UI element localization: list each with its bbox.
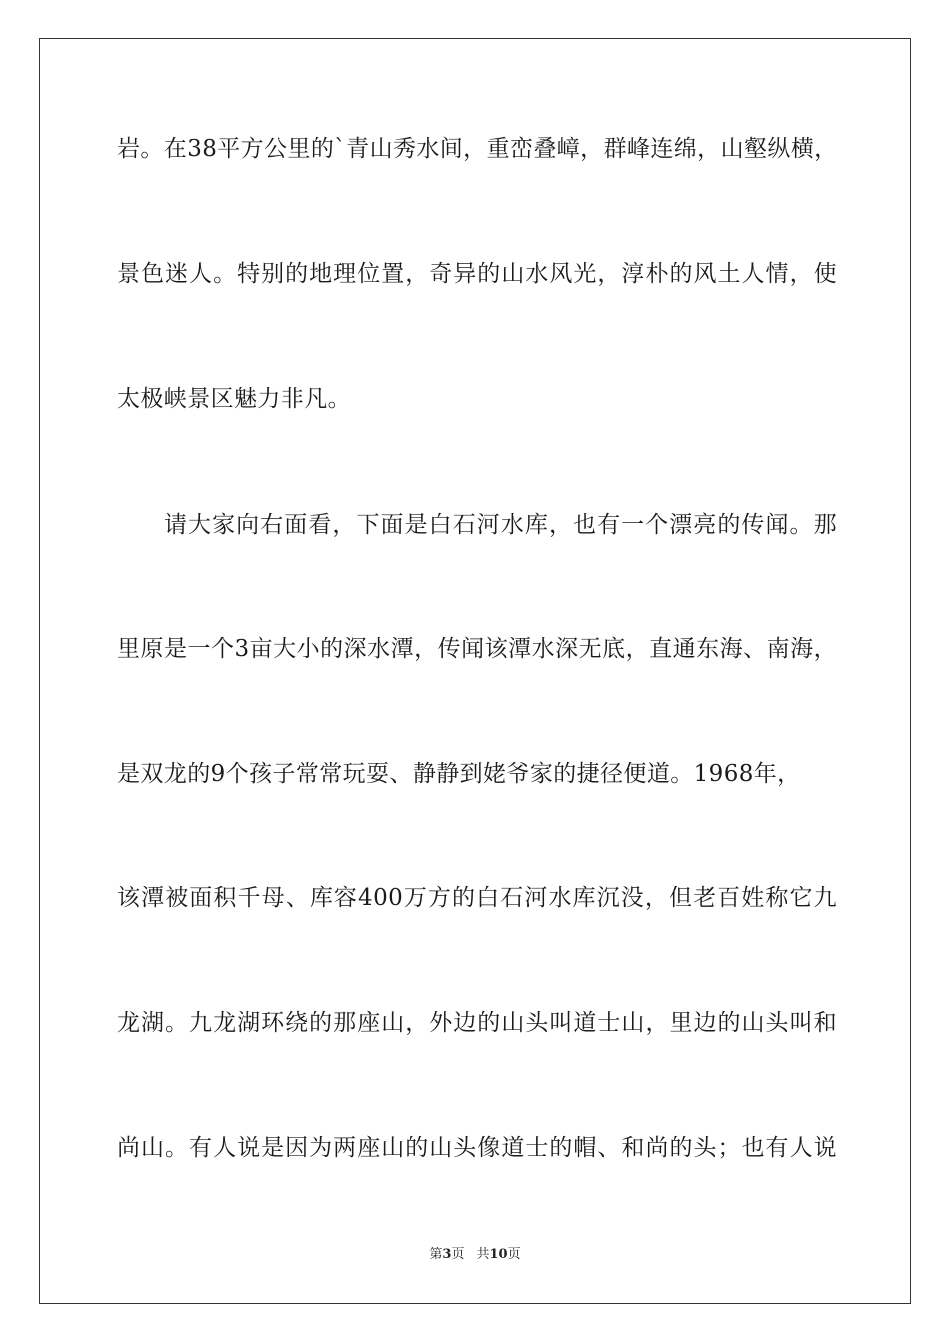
text-line-9: 尚山。有人说是因为两座山的山头像道士的帽、和尚的头；也有人说 — [117, 1135, 837, 1161]
text-line-7: 该潭被面积千母、库容400万方的白石河水库沉没，但老百姓称它九 — [117, 885, 837, 911]
page-prefix: 第 — [429, 1247, 443, 1262]
page-current: 3 — [442, 1247, 452, 1262]
page-unit: 页 — [451, 1247, 465, 1262]
total-unit: 页 — [507, 1247, 521, 1262]
total-prefix: 共 — [476, 1247, 490, 1262]
text-line-2: 景色迷人。特别的地理位置，奇异的山水风光，淳朴的风土人情，使 — [117, 261, 837, 287]
text-line-1: 岩。在38平方公里的`青山秀水间，重峦叠嶂，群峰连绵，山壑纵横， — [117, 136, 838, 162]
paragraph-first-line: 请大家向右面看，下面是白石河水库，也有一个漂亮的传闻。那 — [164, 512, 837, 538]
text-line-8: 龙湖。九龙湖环绕的那座山，外边的山头叫道士山，里边的山头叫和 — [117, 1010, 837, 1036]
text-line-6: 是双龙的9个孩子常常玩耍、静静到姥爷家的捷径便道。1968年， — [117, 761, 801, 787]
text-line-3: 太极峡景区魅力非凡。 — [117, 386, 351, 412]
text-line-5: 里原是一个3亩大小的深水潭，传闻该潭水深无底，直通东海、南海， — [117, 636, 837, 662]
page-total: 10 — [489, 1247, 508, 1262]
page-footer — [0, 1246, 950, 1264]
page-border — [39, 38, 911, 1304]
